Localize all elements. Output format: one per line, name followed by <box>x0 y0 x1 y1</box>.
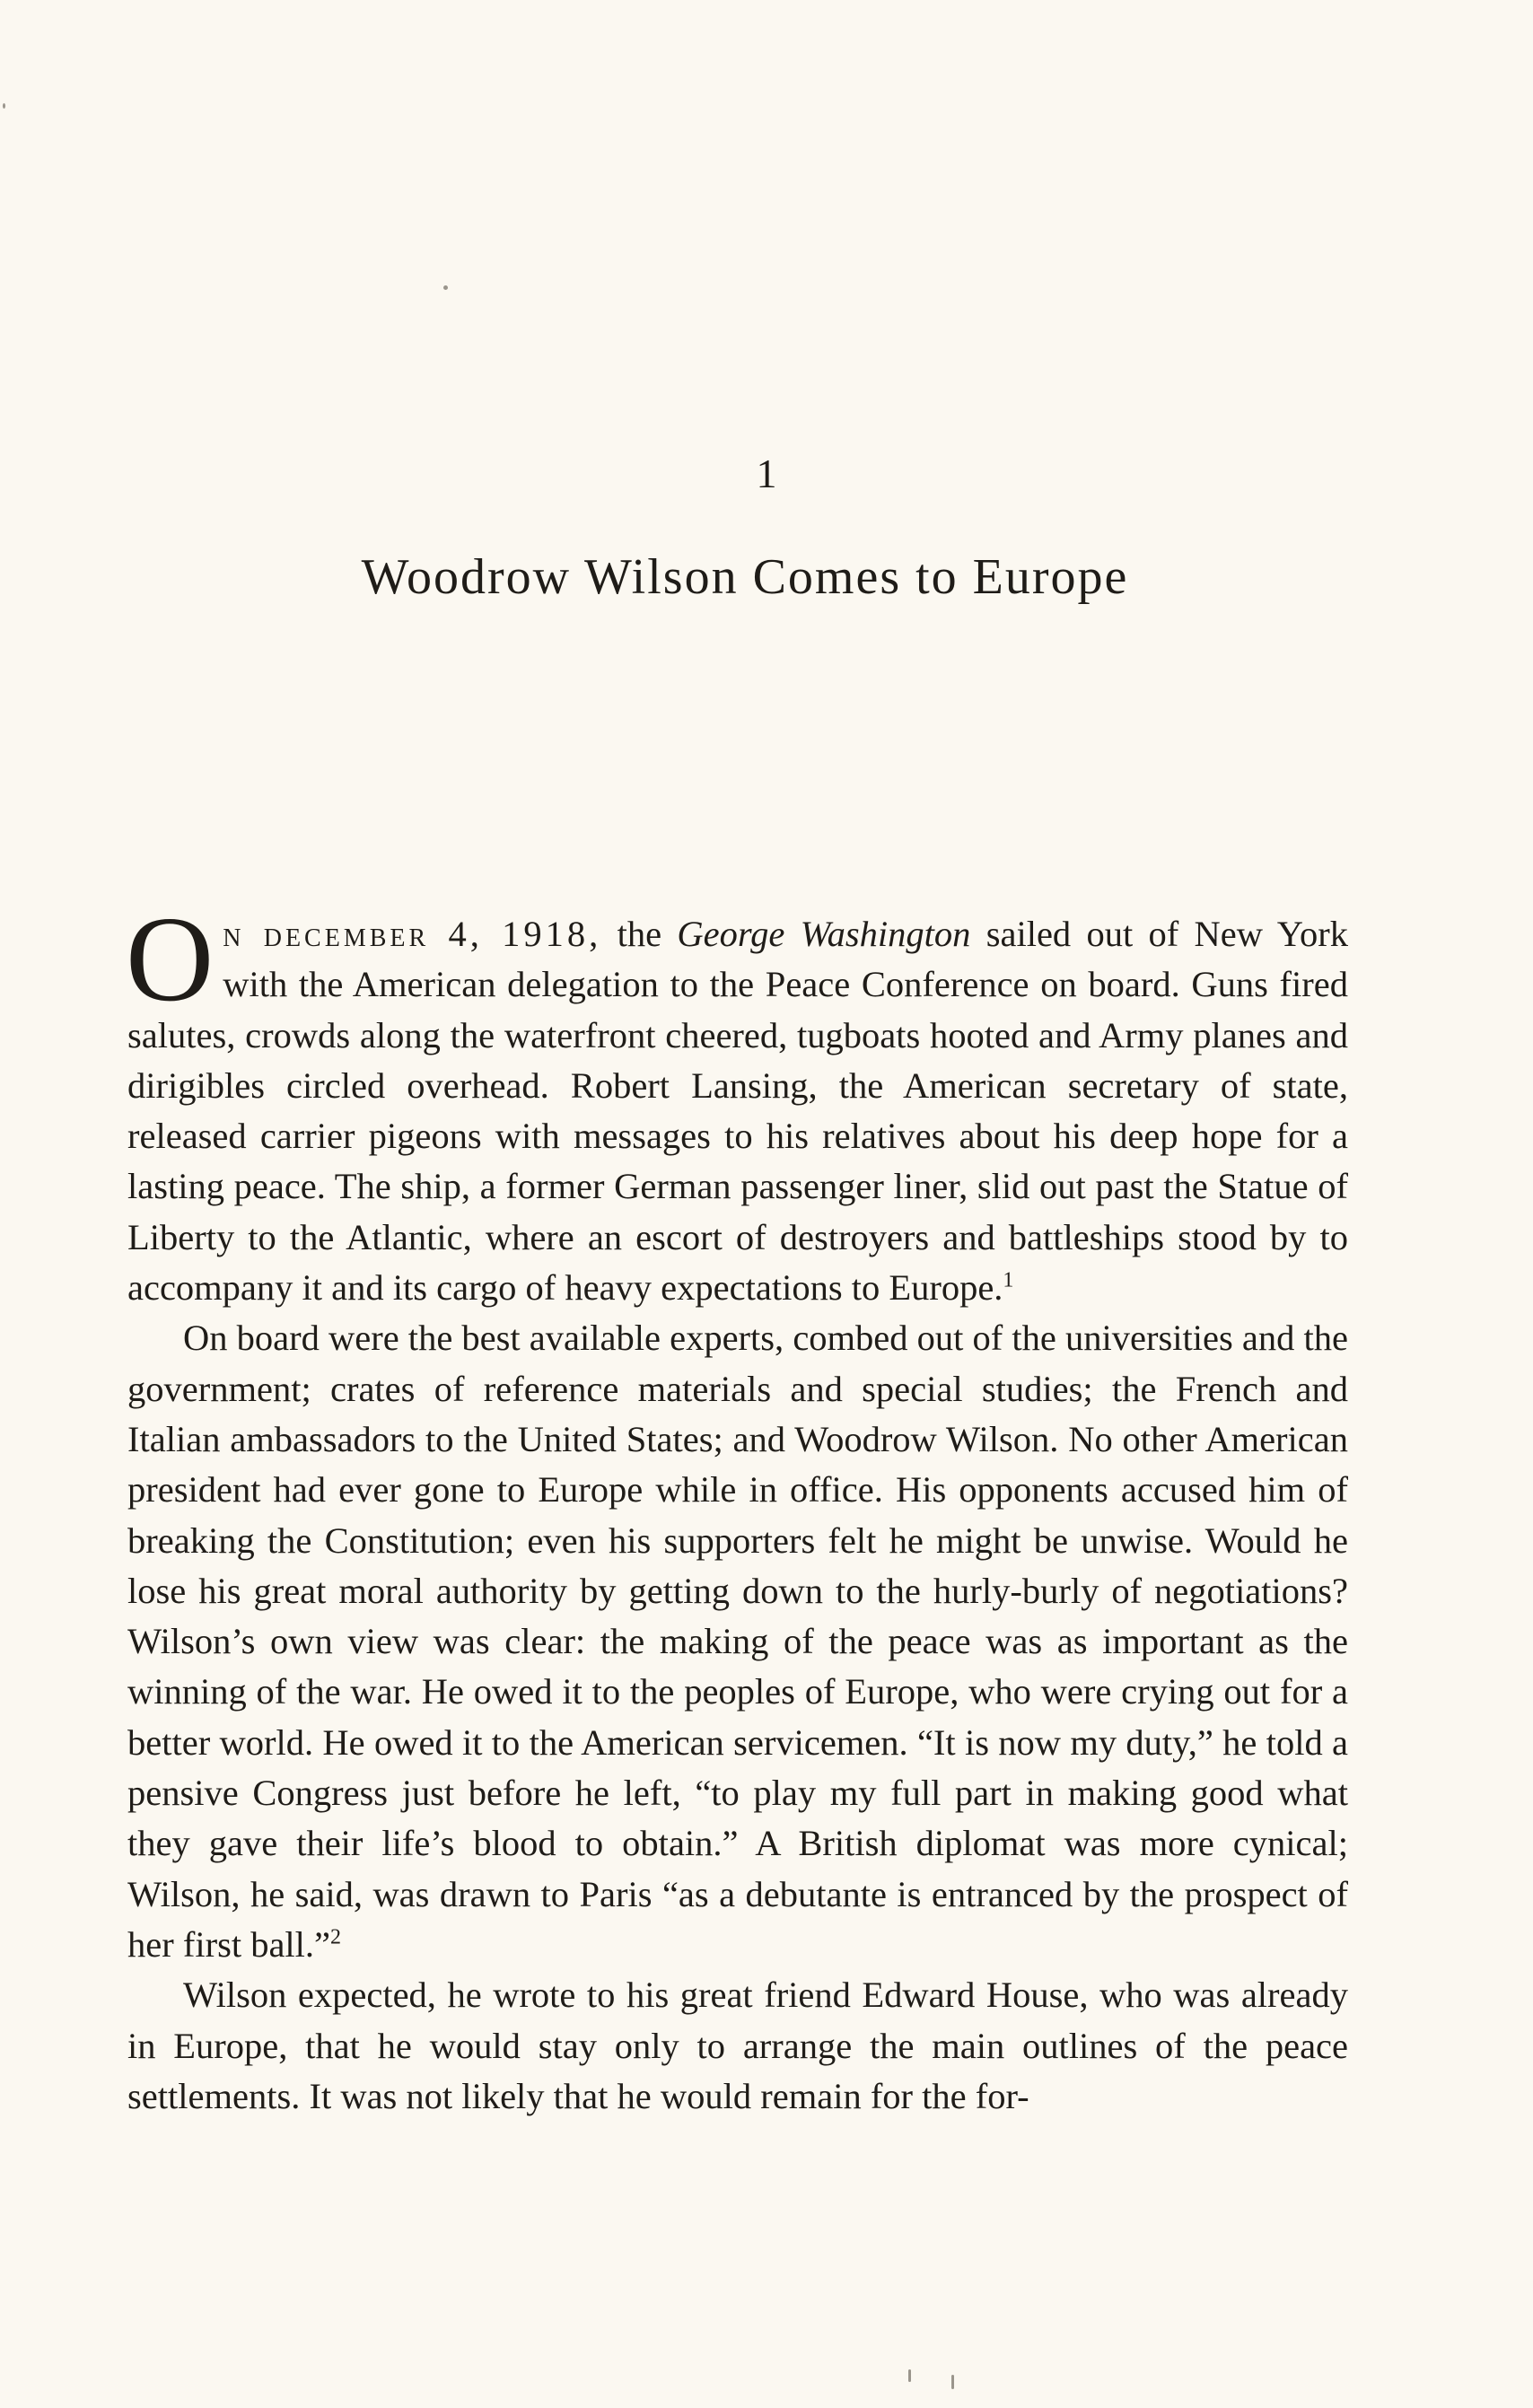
paragraph-2-text: On board were the best available experts, combed out of the universities and the government; crates of reference materials and special studies; the French and Italian ambassadors to the United States; and Woodrow Wilson. No other American president had ever gone to Europe while in office. His opponents accused him of breaking the Constitution; even his supporters felt he might be unwise. Would he lose his great moral authority by getting down to the hurly-burly of negotiations? Wilson’s own view was clear: the making of the peace was as important as the winning of the war. He owed it to the peoples of Europe, who were crying out for a better world. He owed it to the American servicemen. “It is now my duty,” he told a pensive Congress just before he left, “to play my full part in making good what they gave their life’s blood to obtain.” A British diplomat was more cynical; Wilson, he said, was drawn to Paris “as a debutante is entranced by the prospect of her first ball.” <box>127 1318 1348 1965</box>
chapter-title: Woodrow Wilson Comes to Europe <box>361 549 1129 605</box>
paragraph-1-text-b: sailed out of New York with the American delegation to the Peace Conference on board. Guns fired salutes, crowds along the waterfront cheered, tugboats hooted and Army planes and dirigibles circled overhead. Robert Lansing, the American secretary of state, released carrier pigeons with messages to his relatives about his deep hope for a lasting peace. The ship, a former German passenger liner, slid out past the Statue of Liberty to the Atlantic, where an escort of destroyers and battleships stood by to accompany it and its cargo of heavy expectations to Europe. <box>127 914 1348 1309</box>
body-text <box>126 892 1348 2122</box>
footnote-marker: 2 <box>330 1925 342 1949</box>
opening-smallcaps: n december 4, 1918, <box>223 914 602 954</box>
paragraph-3-text: Wilson expected, he wrote to his great friend Edward House, who was already in Europe, that he would stay only to arrange the main outlines of the peace settlements. It was not likely that he would remain for the for- <box>127 1975 1348 2116</box>
ship-name: George Washington <box>677 914 971 954</box>
scan-speck <box>951 2375 954 2389</box>
paragraph-1 <box>126 892 1348 1313</box>
drop-cap: O <box>126 892 215 1027</box>
scan-speck <box>908 2369 911 2382</box>
paragraph-1-text-a: the <box>601 914 678 954</box>
paragraph-2 <box>127 1313 1348 1970</box>
chapter-number: 1 <box>756 451 777 496</box>
scan-speck <box>443 285 448 290</box>
footnote-marker: 1 <box>1003 1268 1014 1292</box>
scan-speck <box>3 103 5 109</box>
paragraph-3 <box>127 1970 1348 2122</box>
